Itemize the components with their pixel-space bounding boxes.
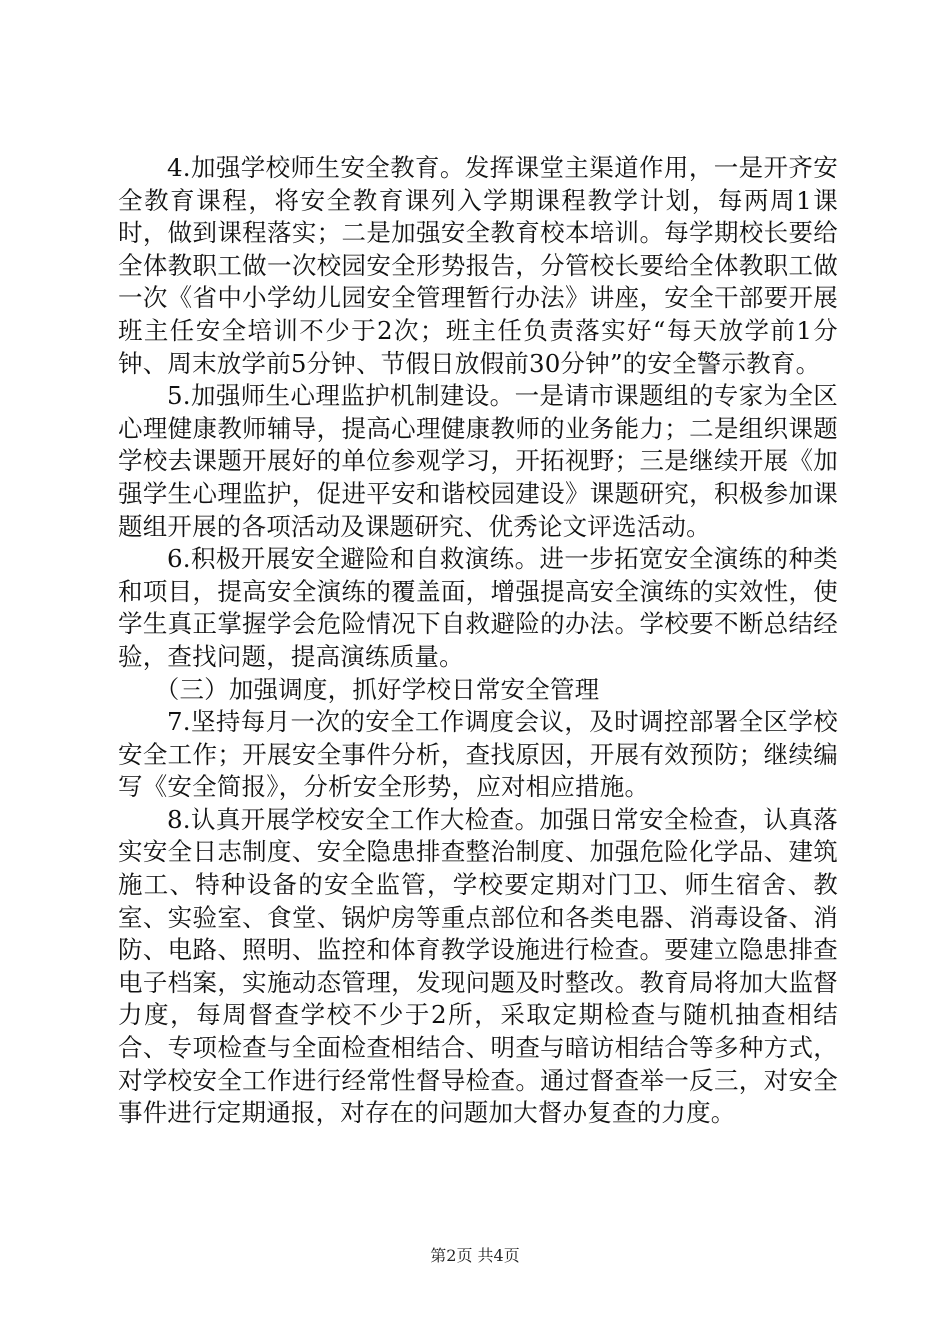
paragraph-item-7: 7.坚持每月一次的安全工作调度会议，及时调控部署全区学校安全工作；开展安全事件分析，查找原因，开展有效预防；继续编写《安全简报》，分析安全形势，应对相应措施。 — [118, 707, 838, 802]
document-body — [118, 152, 838, 1130]
page-footer — [0, 1246, 950, 1266]
paragraph-item-6: 6.积极开展安全避险和自救演练。进一步拓宽安全演练的种类和项目，提高安全演练的覆盖面，增强提高安全演练的实效性，使学生真正掌握学会危险情况下自救避险的办法。学校要不断总结经验，查找问题，提高演练质量。 — [118, 544, 838, 671]
page-number-label: 第2页 共4页 — [430, 1246, 520, 1265]
paragraph-item-4: 4.加强学校师生安全教育。发挥课堂主渠道作用，一是开齐安全教育课程，将安全教育课列入学期课程教学计划，每两周1课时，做到课程落实；二是加强安全教育校本培训。每学期校长要给全体教职工做一次校园安全形势报告，分管校长要给全体教职工做一次《省中小学幼儿园安全管理暂行办法》讲座，安全干部要开展班主任安全培训不少于2次；班主任负责落实好“每天放学前1分钟、周末放学前5分钟、节假日放假前30分钟”的安全警示教育。 — [118, 153, 838, 378]
paragraph-item-5: 5.加强师生心理监护机制建设。一是请市课题组的专家为全区心理健康教师辅导，提高心理健康教师的业务能力；二是组织课题学校去课题开展好的单位参观学习，开拓视野；三是继续开展《加强学生心理监护，促进平安和谐校园建设》课题研究，积极参加课题组开展的各项活动及课题研究、优秀论文评选活动。 — [118, 381, 838, 541]
section-heading-3: （三）加强调度，抓好学校日常安全管理 — [154, 674, 600, 704]
paragraph-item-8: 8.认真开展学校安全工作大检查。加强日常安全检查，认真落实安全日志制度、安全隐患排查整治制度、加强危险化学品、建筑施工、特种设备的安全监管，学校要定期对门卫、师生宿舍、教室、实验室、食堂、锅炉房等重点部位和各类电器、消毒设备、消防、电路、照明、监控和体育教学设施进行检查。要建立隐患排查电子档案，实施动态管理，发现问题及时整改。教育局将加大监督力度，每周督查学校不少于2所，采取定期检查与随机抽查相结合、专项检查与全面检查相结合、明查与暗访相结合等多种方式，对学校安全工作进行经常性督导检查。通过督查举一反三，对安全事件进行定期通报，对存在的问题加大督办复查的力度。 — [118, 804, 838, 1128]
